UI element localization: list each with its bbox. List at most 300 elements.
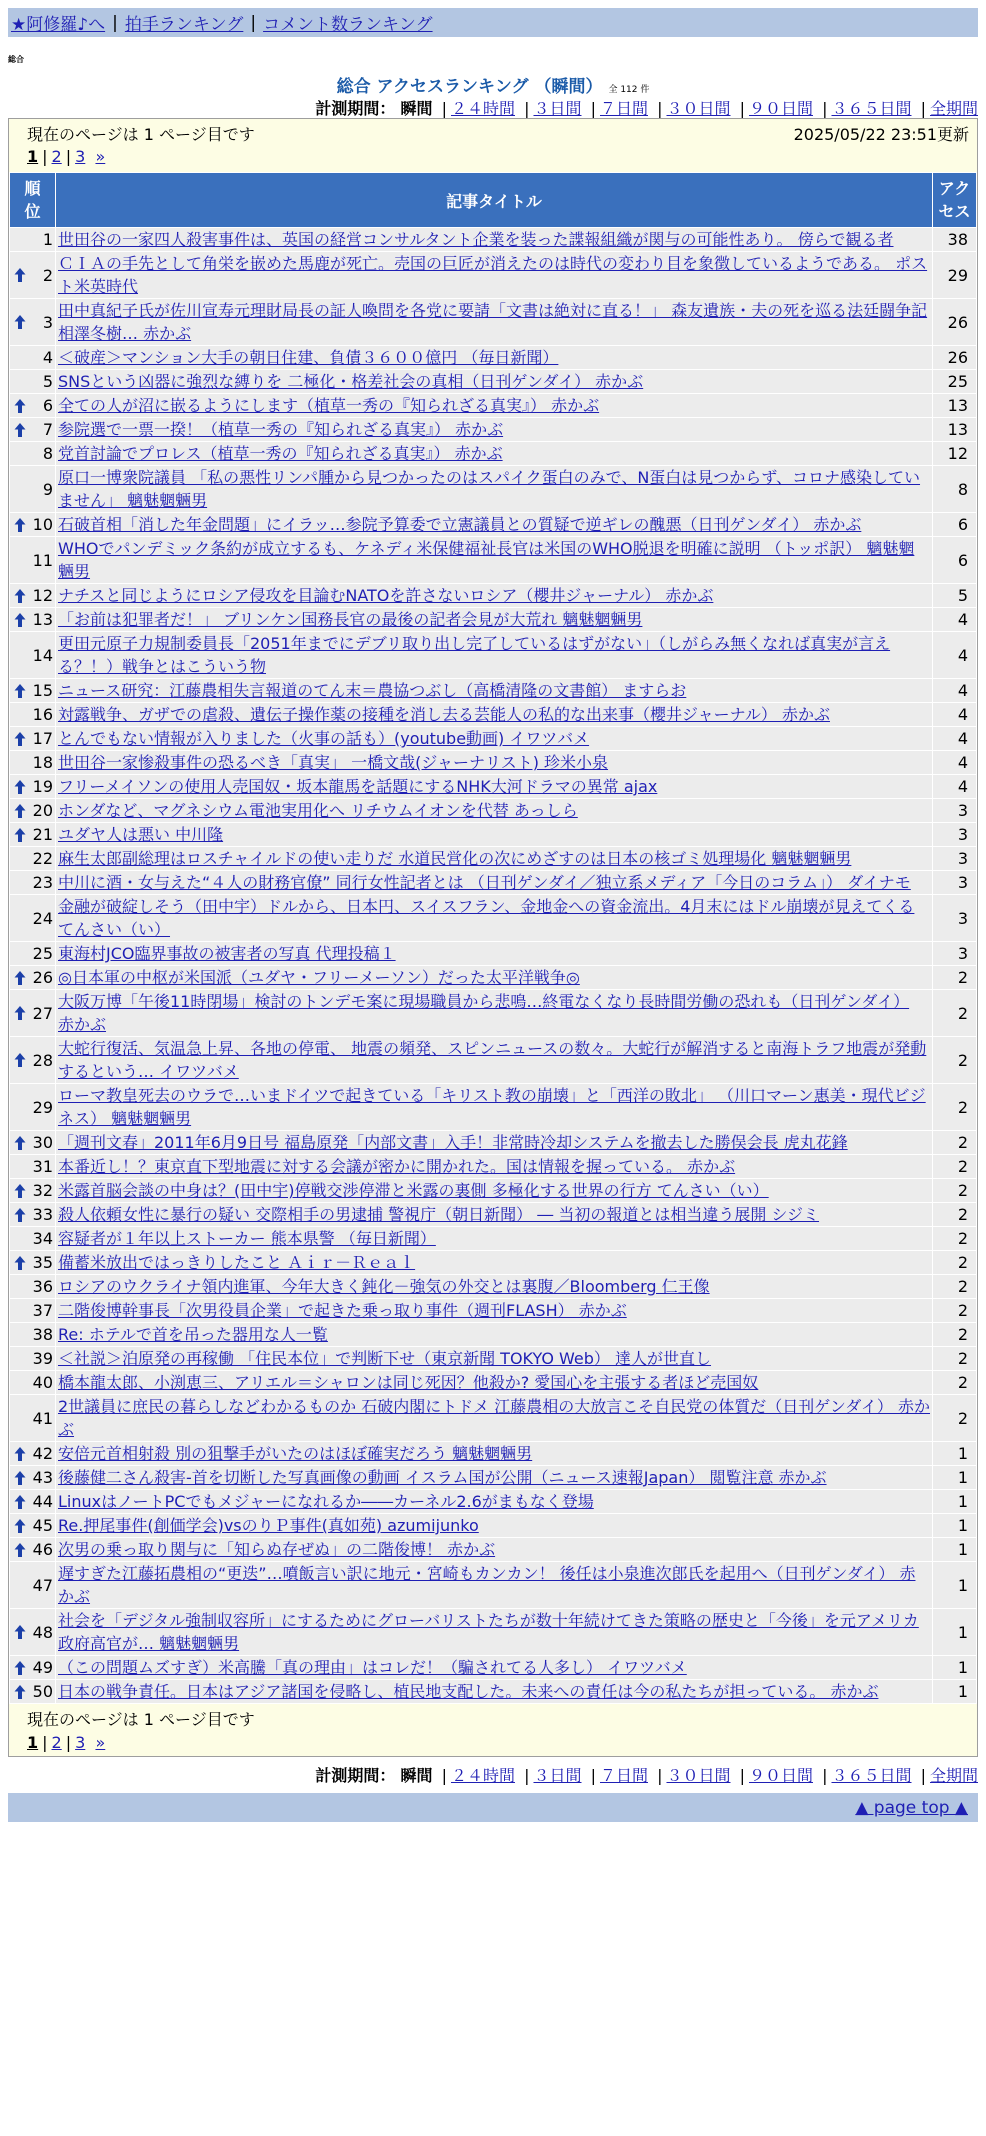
access-count: 13 <box>933 394 976 417</box>
period-current: 瞬間 <box>400 99 433 118</box>
article-link[interactable]: ローマ教皇死去のウラで…いまドイツで起きている「キリスト教の崩壊」と「西洋の敗北」 （川口マーン惠美・現代ビジネス） 魑魅魍魎男 <box>58 1086 926 1128</box>
table-row <box>10 1203 976 1226</box>
pagination-top: 1 | 2 | 3 » <box>27 147 106 166</box>
title-cell <box>56 252 932 298</box>
rank-cell <box>10 228 55 251</box>
up-arrow-icon <box>14 588 26 604</box>
up-arrow-icon <box>14 731 26 747</box>
period-link-all[interactable]: 全期間 <box>929 99 978 118</box>
pagination-page-2[interactable]: 2 <box>51 147 62 166</box>
article-link[interactable]: 「お前は犯罪者だ！」 ブリンケン国務長官の最後の記者会見が大荒れ 魑魅魍魎男 <box>58 610 643 629</box>
article-link[interactable]: 「週刊文春」2011年6月9日号 福島原発「内部文書」入手！非常時冷却システムを撤去した勝俣会長 虎丸花鋒 <box>58 1133 848 1152</box>
access-count: 3 <box>933 895 976 941</box>
pagination-next[interactable]: » <box>95 147 106 166</box>
article-link[interactable]: ＜破産＞マンション大手の朝日住建、負債３６００億円 （毎日新聞） <box>58 348 559 367</box>
rank-cell <box>10 1562 55 1608</box>
table-row <box>10 346 976 369</box>
rank-number: 11 <box>32 550 53 570</box>
access-count: 2 <box>933 1037 976 1083</box>
article-link[interactable]: 麻生太郎副総理はロスチャイルドの使い走りだ 水道民営化の次にめざすのは日本の核ゴミ処理場化 魑魅魍魎男 <box>58 849 852 868</box>
article-link[interactable]: 石破首相「消した年金問題」にイラッ…参院予算委で立憲議員との質疑で逆ギレの醜悪（日刊ゲンダイ） 赤かぶ <box>58 515 862 534</box>
article-link[interactable]: 世田谷一家惨殺事件の恐るべき「真実」 一橋文哉(ジャーナリスト) 珍米小泉 <box>58 753 609 772</box>
article-link[interactable]: 全ての人が沼に嵌るようにします（植草一秀の『知られざる真実』） 赤かぶ <box>58 396 600 415</box>
access-count: 4 <box>933 751 976 774</box>
period-link-24h[interactable]: ２４時間 <box>450 1766 515 1785</box>
article-link[interactable]: SNSという凶器に強烈な縛りを 二極化・格差社会の真相（日刊ゲンダイ） 赤かぶ <box>58 372 644 391</box>
table-row <box>10 252 976 298</box>
rank-number: 42 <box>32 1444 53 1463</box>
access-count: 13 <box>933 418 976 441</box>
rank-number: 26 <box>32 968 53 987</box>
article-link[interactable]: 殺人依頼女性に暴行の疑い 交際相手の男逮捕 警視庁（朝日新聞） ― 当初の報道とは相当違う展開 シジミ <box>58 1205 820 1224</box>
article-link[interactable]: 金融が破綻しそう（田中宇）ドルから、日本円、スイスフラン、金地金への資金流出。4月末にはドル崩壊が見えてくる てんさい（い） <box>58 897 915 939</box>
rank-number: 9 <box>42 479 53 499</box>
table-row <box>10 679 976 702</box>
access-count: 2 <box>933 1227 976 1250</box>
rank-cell <box>10 1131 55 1154</box>
rank-cell <box>10 775 55 798</box>
table-row <box>10 1251 976 1274</box>
access-count: 12 <box>933 442 976 465</box>
nav-separator: | <box>250 12 257 33</box>
access-count: 1 <box>933 1514 976 1537</box>
rank-number: 35 <box>32 1253 53 1272</box>
article-link[interactable]: 党首討論でプロレス（植草一秀の『知られざる真実』） 赤かぶ <box>58 444 503 463</box>
pagination-current: 1 <box>27 147 39 166</box>
rank-cell <box>10 751 55 774</box>
access-count: 4 <box>933 775 976 798</box>
up-arrow-icon <box>14 970 26 986</box>
table-row <box>10 632 976 678</box>
column-header-title: 記事タイトル <box>56 173 932 227</box>
up-arrow-icon <box>14 1446 26 1462</box>
article-link[interactable]: ナチスと同じようにロシア侵攻を目論むNATOを許さないロシア（櫻井ジャーナル） 赤かぶ <box>58 586 714 605</box>
rank-number: 46 <box>32 1540 53 1559</box>
article-link[interactable]: 東海村JCO臨界事故の被害者の写真 代理投稿１ <box>58 944 396 963</box>
access-count: 2 <box>933 1084 976 1130</box>
rank-cell <box>10 442 55 465</box>
up-arrow-icon <box>14 1207 26 1223</box>
rank-cell <box>10 1037 55 1083</box>
article-link[interactable]: 大阪万博「午後11時閉場」検討のトンデモ案に現場職員から悲鳴…終電なくなり長時間労働の恐れも（日刊ゲンダイ） 赤かぶ <box>58 992 910 1034</box>
access-count: 2 <box>933 1347 976 1370</box>
rank-number: 50 <box>32 1682 53 1701</box>
title-cell <box>56 1179 932 1202</box>
table-row <box>10 1490 976 1513</box>
access-count: 2 <box>933 1155 976 1178</box>
access-count: 5 <box>933 584 976 607</box>
rank-cell <box>10 1179 55 1202</box>
rank-cell <box>10 990 55 1036</box>
title-cell <box>56 1371 932 1394</box>
article-link[interactable]: 中川に酒・女与えた“４人の財務官僚” 同行女性記者とは （日刊ゲンダイ／独立系メディア「今日のコラム」） ダイナモ <box>58 873 911 892</box>
rank-number: 24 <box>32 908 53 928</box>
article-link[interactable]: 安倍元首相射殺 別の狙撃手がいたのはほぼ確実だろう 魑魅魍魎男 <box>58 1444 533 1463</box>
article-link[interactable]: 対露戦争、ガザでの虐殺、遺伝子操作薬の接種を消し去る芸能人の私的な出来事（櫻井ジャーナル） 赤かぶ <box>58 705 830 724</box>
title-cell <box>56 299 932 345</box>
up-arrow-icon <box>14 1518 26 1534</box>
rank-cell <box>10 370 55 393</box>
period-link-all[interactable]: 全期間 <box>929 1766 978 1785</box>
table-row <box>10 1395 976 1441</box>
up-arrow-icon <box>14 1494 26 1510</box>
title-cell <box>56 1203 932 1226</box>
rank-number: 38 <box>32 1325 53 1344</box>
period-link-365d[interactable]: ３６５日間 <box>831 99 912 118</box>
article-link[interactable]: ユダヤ人は悪い 中川隆 <box>58 825 224 844</box>
table-row <box>10 1275 976 1298</box>
column-header-access: アクセス <box>933 173 976 227</box>
period-link-7d[interactable]: ７日間 <box>599 99 648 118</box>
title-cell <box>56 942 932 965</box>
period-link-30d[interactable]: ３０日間 <box>666 99 731 118</box>
article-link[interactable]: 社会を「デジタル強制収容所」にするためにグローバリストたちが数十年続けてきた策略の歴史と「今後」を元アメリカ政府高官が… 魑魅魍魎男 <box>58 1611 919 1653</box>
period-link-365d[interactable]: ３６５日間 <box>831 1766 912 1785</box>
footer-bar <box>8 1793 978 1822</box>
title-cell <box>56 1227 932 1250</box>
page-top-link[interactable]: ▲ page top ▲ <box>855 1797 968 1818</box>
title-cell <box>56 751 932 774</box>
home-link[interactable]: ★阿修羅♪へ <box>11 15 106 35</box>
title-cell <box>56 418 932 441</box>
rank-number: 29 <box>32 1097 53 1117</box>
article-link[interactable]: ＜社説＞泊原発の再稼働 「住民本位」で判断下せ（東京新聞 TOKYO Web） 達人が世直し <box>58 1349 712 1368</box>
rank-cell <box>10 1395 55 1441</box>
article-link[interactable]: 世田谷の一家四人殺害事件は、英国の経営コンサルタント企業を装った諜報組織が関与の可能性あり。 傍らで観る者 <box>58 230 894 249</box>
table-row <box>10 1299 976 1322</box>
access-count: 4 <box>933 679 976 702</box>
title-cell <box>56 823 932 846</box>
up-arrow-icon <box>14 422 26 438</box>
period-link-90d[interactable]: ９０日間 <box>748 1766 813 1785</box>
rank-cell <box>10 299 55 345</box>
article-link[interactable]: （この問題ムズすぎ）米高騰「真の理由」はコレだ！（騙されてる人多し） イワツバメ <box>58 1658 687 1677</box>
pagination-bottom: 1 | 2 | 3 » <box>27 1733 106 1752</box>
table-row <box>10 466 976 512</box>
pagination-next[interactable]: » <box>95 1733 106 1752</box>
rank-number: 37 <box>32 1301 53 1320</box>
table-row <box>10 1680 976 1703</box>
rank-number: 14 <box>32 645 53 665</box>
up-arrow-icon <box>14 1052 26 1068</box>
table-row <box>10 703 976 726</box>
total-count: 全 112 件 <box>608 85 650 95</box>
title-cell <box>56 1490 932 1513</box>
table-row <box>10 1227 976 1250</box>
article-link[interactable]: 田中真紀子氏が佐川宣寿元理財局長の証人喚問を各党に要請「文書は絶対に直る！」 森友遺族・夫の死を巡る法廷闘争記相澤冬樹… 赤かぶ <box>58 301 928 343</box>
table-row <box>10 847 976 870</box>
article-link[interactable]: ロシアのウクライナ領内進軍、今年大きく鈍化－強気の外交とは裏腹／Bloomberg 仁王像 <box>58 1277 710 1296</box>
title-cell <box>56 1562 932 1608</box>
page-info-bottom <box>9 1704 977 1756</box>
rank-cell <box>10 537 55 583</box>
article-link[interactable]: 大蛇行復活、気温急上昇、各地の停電、 地震の頻発、スピンニュースの数々。大蛇行が解消すると南海トラフ地震が発動するという… イワツバメ <box>58 1039 927 1081</box>
rank-cell <box>10 1656 55 1679</box>
rank-number: 49 <box>32 1658 53 1677</box>
up-arrow-icon <box>14 1684 26 1700</box>
title-cell <box>56 895 932 941</box>
period-selector-bottom: 計測期間： 瞬間 | ２４時間 | ３日間 | ７日間 | ３０日間 | ９０日間 | ３６５日間 | 全期間 <box>315 1766 978 1785</box>
nav-separator: | <box>112 12 118 33</box>
rank-number: 17 <box>32 729 53 748</box>
article-link[interactable]: Re.押尾事件(創価学会)vsのりＰ事件(真如苑) azumijunko <box>58 1516 479 1535</box>
access-count: 2 <box>933 1323 976 1346</box>
rank-cell <box>10 608 55 631</box>
access-count: 1 <box>933 1538 976 1561</box>
access-count: 1 <box>933 1680 976 1703</box>
article-link[interactable]: 容疑者が１年以上ストーカー 熊本県警 （毎日新聞） <box>58 1229 436 1248</box>
article-link[interactable]: ホンダなど、マグネシウム電池実用化へ リチウムイオンを代替 あっしら <box>58 801 578 820</box>
table-row <box>10 871 976 894</box>
page-title: 総合 アクセスランキング （瞬間） <box>336 77 603 97</box>
rank-number: 10 <box>32 515 53 534</box>
rank-cell <box>10 1442 55 1465</box>
article-link[interactable]: 2世議員に庶民の暮らしなどわかるものか 石破内閣にトドメ 江藤農相の大放言こそ自民党の体質だ（日刊ゲンダイ） 赤かぶ <box>58 1397 930 1439</box>
rank-cell <box>10 1609 55 1655</box>
title-cell <box>56 679 932 702</box>
rank-number: 40 <box>32 1373 53 1392</box>
title-cell <box>56 1680 932 1703</box>
rank-cell <box>10 1203 55 1226</box>
title-cell <box>56 1251 932 1274</box>
article-link[interactable]: とんでもない情報が入りました（火事の話も）(youtube動画) イワツバメ <box>58 729 590 748</box>
access-count: 2 <box>933 1251 976 1274</box>
rank-cell <box>10 679 55 702</box>
title-cell <box>56 1323 932 1346</box>
rank-cell <box>10 1680 55 1703</box>
ranking-box <box>8 118 978 1757</box>
up-arrow-icon <box>14 779 26 795</box>
access-count: 1 <box>933 1442 976 1465</box>
rank-number: 23 <box>32 873 53 892</box>
rank-number: 1 <box>42 230 53 249</box>
up-arrow-icon <box>14 267 26 283</box>
up-arrow-icon <box>14 1005 26 1021</box>
table-row <box>10 1656 976 1679</box>
rank-number: 31 <box>32 1157 53 1176</box>
rank-cell <box>10 823 55 846</box>
table-row <box>10 394 976 417</box>
table-row <box>10 1131 976 1154</box>
rank-number: 45 <box>32 1516 53 1535</box>
pagination-page-2[interactable]: 2 <box>51 1733 62 1752</box>
table-row <box>10 1323 976 1346</box>
access-count: 8 <box>933 466 976 512</box>
pagination-current: 1 <box>27 1733 39 1752</box>
updated-time: 2025/05/22 23:51更新 <box>793 125 969 144</box>
title-cell <box>56 228 932 251</box>
current-page-text-bottom: 現在のページは 1 ページ目です <box>27 1710 255 1729</box>
article-link[interactable]: ニュース研究：江藤農相失言報道のてん末＝農協つぶし（高橋清隆の文書館） ますらお <box>58 681 687 700</box>
rank-cell <box>10 1538 55 1561</box>
title-cell <box>56 1656 932 1679</box>
article-link[interactable]: LinuxはノートPCでもメジャーになれるか――カーネル2.6がまもなく登場 <box>58 1492 594 1511</box>
article-link[interactable]: フリーメイソンの使用人売国奴・坂本龍馬を話題にするNHK大河ドラマの異常 ajax <box>58 777 658 796</box>
access-count: 2 <box>933 990 976 1036</box>
table-row <box>10 1609 976 1655</box>
up-arrow-icon <box>14 612 26 628</box>
article-link[interactable]: 米露首脳会談の中身は？(田中宇)停戦交渉停滞と米露の裏側 多極化する世界の行方 てんさい（い） <box>58 1181 769 1200</box>
rank-cell <box>10 1466 55 1489</box>
period-current: 瞬間 <box>400 1766 433 1785</box>
applause-ranking-link[interactable]: 拍手ランキング <box>124 15 244 35</box>
article-link[interactable]: 橋本龍太郎、小渕恵三、アリエル＝シャロンは同じ死因？他殺か? 愛国心を主張する者ほど売国奴 <box>58 1373 759 1392</box>
rank-number: 32 <box>32 1181 53 1200</box>
article-link[interactable]: 遅すぎた江藤拓農相の“更迭”…噴飯言い訳に地元・宮崎もカンカン！ 後任は小泉進次郎氏を起用へ（日刊ゲンダイ） 赤かぶ <box>58 1564 916 1606</box>
rank-number: 47 <box>32 1575 53 1595</box>
access-count: 26 <box>933 299 976 345</box>
article-link[interactable]: ＣＩＡの手先として角栄を嵌めた馬鹿が死亡。売国の巨匠が消えたのは時代の変わり目を象徴しているようである。 ポスト米英時代 <box>58 254 928 296</box>
rank-number: 19 <box>32 777 53 796</box>
rank-number: 27 <box>32 1003 53 1023</box>
article-link[interactable]: 二階俊博幹事長「次男役員企業」で起きた乗っ取り事件（週刊FLASH） 赤かぶ <box>58 1301 627 1320</box>
period-link-3d[interactable]: ３日間 <box>533 1766 582 1785</box>
up-arrow-icon <box>14 827 26 843</box>
rank-cell <box>10 1347 55 1370</box>
pagination-page-3[interactable]: 3 <box>75 147 86 166</box>
title-cell <box>56 966 932 989</box>
title-cell <box>56 1442 932 1465</box>
access-count: 4 <box>933 703 976 726</box>
title-cell <box>56 727 932 750</box>
article-link[interactable]: 本番近し！？東京直下型地震に対する会議が密かに開かれた。国は情報を握っている。 赤かぶ <box>58 1157 736 1176</box>
article-link[interactable]: WHOでパンデミック条約が成立するも、ケネディ米保健福祉長官は米国のWHO脱退を明確に説明 （トッポ訳） 魑魅魍魎男 <box>58 539 915 581</box>
period-link-7d[interactable]: ７日間 <box>599 1766 648 1785</box>
period-link-90d[interactable]: ９０日間 <box>748 99 813 118</box>
period-link-30d[interactable]: ３０日間 <box>666 1766 731 1785</box>
title-cell <box>56 442 932 465</box>
rank-number: 6 <box>42 396 53 415</box>
access-count: 2 <box>933 1299 976 1322</box>
table-row <box>10 1037 976 1083</box>
rank-cell <box>10 394 55 417</box>
title-cell <box>56 346 932 369</box>
table-row <box>10 418 976 441</box>
title-cell <box>56 1037 932 1083</box>
period-link-3d[interactable]: ３日間 <box>533 99 582 118</box>
title-cell <box>56 1395 932 1441</box>
article-link[interactable]: Re: ホテルで首を吊った器用な人一覧 <box>58 1325 328 1344</box>
table-row <box>10 727 976 750</box>
title-cell <box>56 632 932 678</box>
table-row <box>10 799 976 822</box>
rank-cell <box>10 466 55 512</box>
access-count: 6 <box>933 513 976 536</box>
table-row <box>10 608 976 631</box>
title-cell <box>56 1514 932 1537</box>
article-link[interactable]: ◎日本軍の中枢が米国派（ユダヤ・フリーメーソン）だった太平洋戦争◎ <box>58 968 580 987</box>
comment-ranking-link[interactable]: コメント数ランキング <box>263 15 433 35</box>
rank-number: 44 <box>32 1492 53 1511</box>
up-arrow-icon <box>14 1135 26 1151</box>
table-row <box>10 1155 976 1178</box>
title-cell <box>56 871 932 894</box>
table-row <box>10 228 976 251</box>
rank-cell <box>10 1227 55 1250</box>
title-cell <box>56 847 932 870</box>
rank-number: 43 <box>32 1468 53 1487</box>
rank-number: 7 <box>42 420 53 439</box>
table-row <box>10 1371 976 1394</box>
table-row <box>10 584 976 607</box>
access-count: 1 <box>933 1562 976 1608</box>
up-arrow-icon <box>14 1470 26 1486</box>
category-label: 総合 <box>8 55 24 64</box>
rank-number: 15 <box>32 681 53 700</box>
article-link[interactable]: 更田元原子力規制委員長「2051年までにデブリ取り出し完了しているはずがない」（しがらみ無くなれば真実が言える？！）戦争とはこういう物 <box>58 634 891 676</box>
rank-number: 41 <box>32 1408 53 1428</box>
rank-number: 12 <box>32 586 53 605</box>
access-count: 2 <box>933 1371 976 1394</box>
access-count: 2 <box>933 966 976 989</box>
title-cell <box>56 1155 932 1178</box>
rank-number: 13 <box>32 610 53 629</box>
up-arrow-icon <box>14 1624 26 1640</box>
table-row <box>10 513 976 536</box>
rank-cell <box>10 1275 55 1298</box>
rank-number: 28 <box>32 1050 53 1070</box>
pagination-page-3[interactable]: 3 <box>75 1733 86 1752</box>
access-count: 3 <box>933 799 976 822</box>
top-navigation <box>8 8 978 37</box>
rank-number: 8 <box>42 444 53 463</box>
title-cell <box>56 1131 932 1154</box>
article-link[interactable]: 参院選で一票一揆！（植草一秀の『知られざる真実』） 赤かぶ <box>58 420 504 439</box>
access-count: 1 <box>933 1466 976 1489</box>
title-cell <box>56 370 932 393</box>
period-link-24h[interactable]: ２４時間 <box>450 99 515 118</box>
title-cell <box>56 1538 932 1561</box>
rank-number: 48 <box>32 1622 53 1642</box>
access-count: 29 <box>933 252 976 298</box>
article-link[interactable]: 日本の戦争責任。日本はアジア諸国を侵略し、植民地支配した。未来への責任は今の私たちが担っている。 赤かぶ <box>58 1682 879 1701</box>
access-count: 3 <box>933 942 976 965</box>
rank-number: 18 <box>32 753 53 772</box>
rank-number: 5 <box>42 372 53 391</box>
rank-number: 33 <box>32 1205 53 1224</box>
article-link[interactable]: 備蓄米放出ではっきりしたこと Ａｉｒ－Ｒｅａｌ <box>58 1253 416 1272</box>
title-cell <box>56 394 932 417</box>
article-link[interactable]: 次男の乗っ取り関与に「知らぬ存ぜぬ」の二階俊博！ 赤かぶ <box>58 1540 496 1559</box>
rank-number: 39 <box>32 1349 53 1368</box>
rank-number: 22 <box>32 849 53 868</box>
period-selector-top: 計測期間： 瞬間 | ２４時間 | ３日間 | ７日間 | ３０日間 | ９０日間 | ３６５日間 | 全期間 <box>315 99 978 118</box>
rank-cell <box>10 727 55 750</box>
rank-cell <box>10 966 55 989</box>
rank-cell <box>10 895 55 941</box>
rank-number: 30 <box>32 1133 53 1152</box>
rank-cell <box>10 1299 55 1322</box>
access-count: 4 <box>933 727 976 750</box>
article-link[interactable]: 原口一博衆院議員 「私の悪性リンパ腫から見つかったのはスパイク蛋白のみで、N蛋白は見つからず、コロナ感染していません」 魑魅魍魎男 <box>58 468 921 510</box>
article-link[interactable]: 後藤健二さん殺害-首を切断した写真画像の動画 イスラム国が公開（ニュース速報Japan） 閲覧注意 赤かぶ <box>58 1468 827 1487</box>
up-arrow-icon <box>14 1542 26 1558</box>
title-cell <box>56 1084 932 1130</box>
title-cell <box>56 775 932 798</box>
rank-number: 20 <box>32 801 53 820</box>
title-cell <box>56 608 932 631</box>
table-row <box>10 966 976 989</box>
title-cell <box>56 537 932 583</box>
table-row <box>10 990 976 1036</box>
access-count: 3 <box>933 871 976 894</box>
title-cell <box>56 1347 932 1370</box>
table-row <box>10 751 976 774</box>
title-cell <box>56 513 932 536</box>
rank-cell <box>10 1514 55 1537</box>
access-count: 4 <box>933 608 976 631</box>
table-row <box>10 299 976 345</box>
